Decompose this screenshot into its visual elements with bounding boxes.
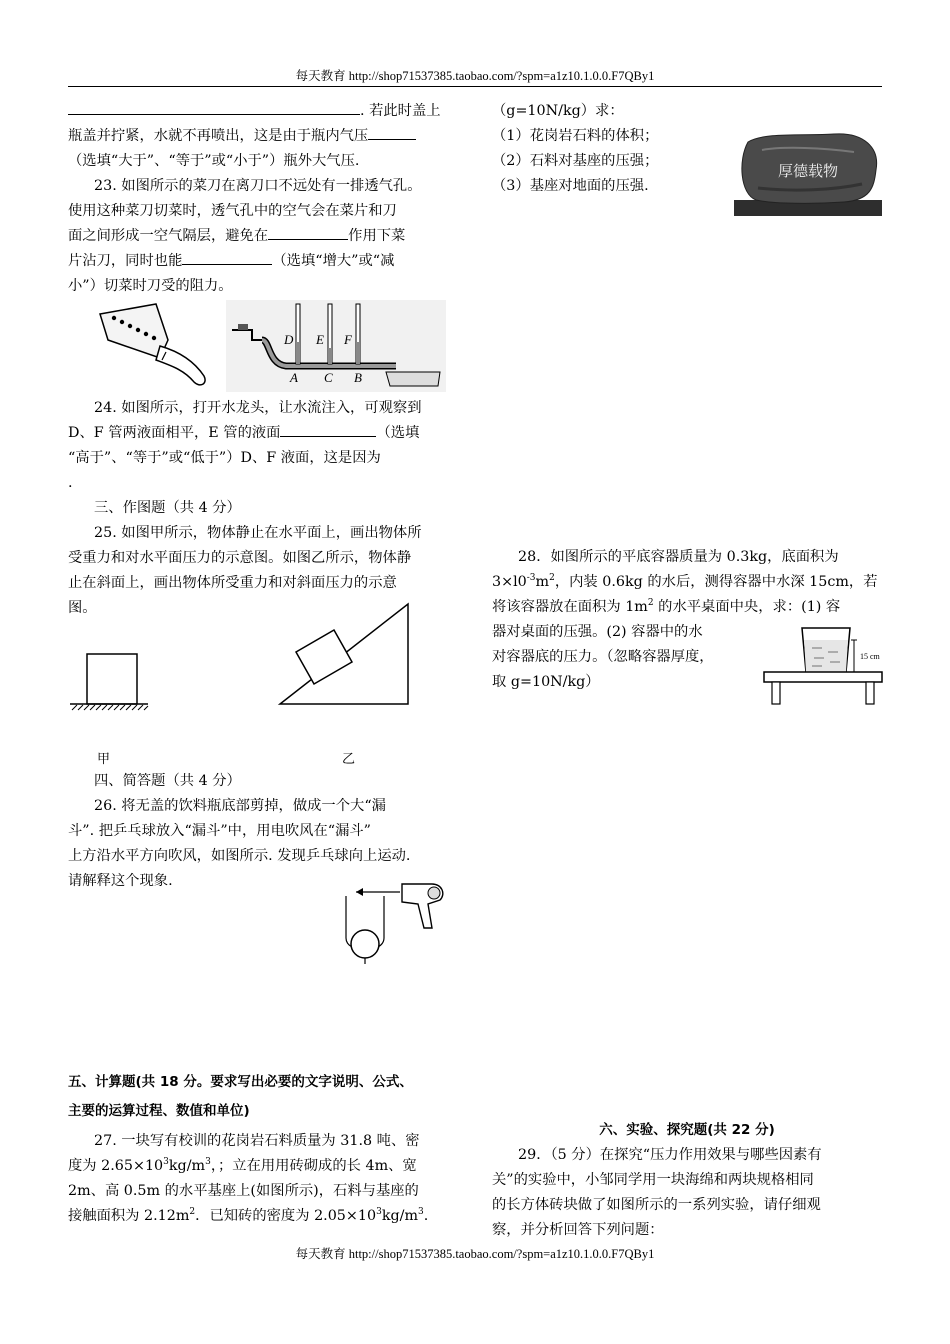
- q25-line4: 图。: [68, 600, 97, 616]
- q27-given-g: （g=10N/kg）求：: [492, 103, 624, 119]
- page-header: 每天教育 http://shop71537385.taobao.com/?spm=a1z10.1.0.0.F7QBy1: [295, 69, 655, 83]
- q26-line2: 斗”. 把乒乓球放入“漏斗”中，用电吹风在“漏斗”: [68, 823, 371, 839]
- figure-label-jia: 甲: [97, 751, 111, 766]
- q22-line1: . 若此时盖上: [68, 99, 463, 124]
- section-5-heading-line1: 五、计算题(共 18 分。要求写出必要的文字说明、公式、: [68, 1074, 413, 1090]
- q24-line4: .: [68, 475, 73, 491]
- depth-label: 15 cm: [860, 652, 880, 661]
- left-column-mid: [68, 396, 463, 621]
- answer-blank: [268, 224, 348, 240]
- granite-stone-figure: [734, 130, 884, 220]
- q25-line1: 25. 如图甲所示，物体静止在水平面上，画出物体所: [94, 525, 422, 541]
- page-footer: 每天教育 http://shop71537385.taobao.com/?spm=a1z10.1.0.0.F7QBy1: [295, 1247, 655, 1261]
- pipe-label-e: E: [316, 332, 324, 347]
- block-on-incline-figure: [276, 600, 412, 708]
- pipe-label-a: A: [290, 370, 298, 385]
- q26-line3: 上方沿水平方向吹风，如图所示. 发现乒乓球向上运动.: [68, 848, 411, 864]
- left-column-q27: [68, 1129, 463, 1229]
- q23-line1: 23. 如图所示的菜刀在离刀口不远处有一排透气孔。: [94, 178, 422, 194]
- q27-line1: 27. 一块写有校训的花岗岩石料质量为 31.8 吨、密: [94, 1133, 420, 1149]
- q23-line3: 面之间形成一空气隔层，避免在 作用下菜: [68, 224, 463, 249]
- left-column-q26: [68, 769, 463, 894]
- q24-line1: 24. 如图所示，打开水龙头，让水流注入，可观察到: [94, 400, 422, 416]
- q25-line3: 止在斜面上，画出物体所受重力和对斜面压力的示意: [68, 575, 397, 591]
- q29-line1: 29．（5 分）在探究“压力作用效果与哪些因素有: [518, 1147, 822, 1163]
- q22-line2: 瓶盖并拧紧，水就不再喷出，这是由于瓶内气压: [68, 124, 463, 149]
- connected-pipes-figure: [226, 300, 446, 392]
- section-6-heading-wrap: [492, 1118, 882, 1143]
- q27-ask-3: （3）基座对地面的压强.: [492, 178, 649, 194]
- q27-line3: 2m、高 0.5m 的水平基座上(如图所示)，石料与基座的: [68, 1183, 419, 1199]
- funnel-hairdryer-figure: [336, 878, 452, 968]
- q26-line1: 26. 将无盖的饮料瓶底部剪掉，做成一个大“漏: [94, 798, 386, 814]
- q23-line4: 片沾刀，同时也能 （选填“增大”或“减: [68, 249, 463, 274]
- section-5: [68, 1068, 463, 1126]
- section-3-heading: 三、作图题（共 4 分）: [94, 500, 241, 516]
- q24-line3: “高于”、“等于”或“低于”）D、F 液面，这是因为: [68, 450, 381, 466]
- section-5-heading-line2: 主要的运算过程、数值和单位): [68, 1103, 250, 1119]
- q22-line3: （选填“大于”、“等于”或“小于”）瓶外大气压.: [68, 153, 360, 169]
- figure-label-yi: 乙: [342, 751, 356, 766]
- q27-line2: 度为 $2.65\times 10^3kg/m^3$，；立在用用砖砌成的长 4m、宽: [68, 1157, 417, 1174]
- right-column-q29: [492, 1143, 882, 1243]
- pipe-label-b: B: [354, 370, 362, 385]
- answer-blank: [182, 249, 272, 265]
- q24-line2: D、F 管两液面相平，E 管的液面 （选填: [68, 421, 463, 446]
- q28-line2: $3\times l0^{-3}m^2$，内装 0.6kg 的水后，测得容器中水深 15cm，若: [492, 573, 878, 590]
- q23-line5: 小”）切菜时刀受的阻力。: [68, 278, 233, 294]
- section-4-heading: 四、简答题（共 4 分）: [94, 773, 241, 789]
- q25-line2: 受重力和对水平面压力的示意图。如图乙所示，物体静: [68, 550, 412, 566]
- container-on-table-figure: [762, 622, 886, 708]
- left-column-top: [68, 99, 463, 299]
- answer-blank: [280, 421, 376, 437]
- q27-line4: 接触面积为 $2.12m^2$．已知砖的密度为 $2.05\times 10^3kg/m^3$.: [68, 1207, 429, 1224]
- q29-line3: 的长方体砖块做了如图所示的一系列实验，请仔细观: [492, 1197, 821, 1213]
- q29-line4: 察，并分析回答下列问题：: [492, 1222, 664, 1238]
- q28-line3: 将该容器放在面积为 $1m^2$ 的水平桌面中央，求：(1) 容: [492, 598, 841, 615]
- header-divider: [68, 86, 882, 87]
- q27-ask-1: （1）花岗岩石料的体积；: [492, 128, 659, 144]
- section-6-heading: 六、实验、探究题(共 22 分): [599, 1122, 775, 1138]
- answer-blank: [68, 99, 360, 115]
- kitchen-knife-figure: [96, 300, 212, 390]
- block-on-ground-figure: [68, 650, 150, 716]
- pipe-label-f: F: [344, 332, 352, 347]
- q28-line1: 28．如图所示的平底容器质量为 0.3kg，底面积为: [518, 549, 839, 565]
- q28-line4: 器对桌面的压强。(2) 容器中的水: [492, 624, 703, 640]
- q28-line6: 取 g=10N/kg）: [492, 674, 600, 690]
- q27-ask-2: （2）石料对基座的压强；: [492, 153, 659, 169]
- q23-line2: 使用这种菜刀切菜时，透气孔中的空气会在菜片和刀: [68, 203, 397, 219]
- stone-inscription: 厚德载物: [777, 162, 839, 180]
- answer-blank: [368, 124, 416, 140]
- pipe-label-d: D: [284, 332, 294, 347]
- q28-line5: 对容器底的压力。（忽略容器厚度，: [492, 649, 714, 665]
- pipe-label-c: C: [324, 370, 333, 385]
- q29-line2: 关”的实验中，小邹同学用一块海绵和两块规格相同: [492, 1172, 814, 1188]
- q26-line4: 请解释这个现象.: [68, 873, 173, 889]
